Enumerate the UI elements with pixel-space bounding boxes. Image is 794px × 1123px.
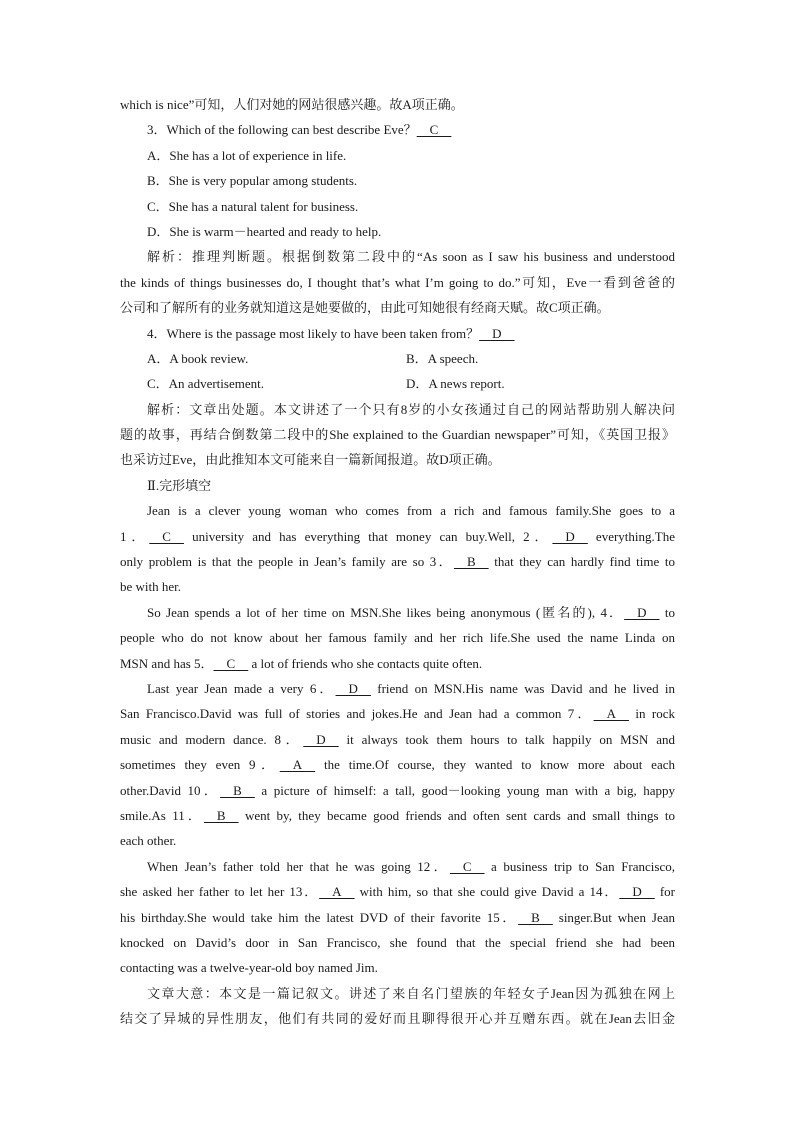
text-line: smile.As 11． B went by, they became good friends and often sent cards and small things to — [120, 807, 675, 823]
answer-blank: B — [203, 807, 239, 823]
text-line: each other. — [120, 833, 177, 849]
answer-blank: D — [303, 731, 339, 747]
text-line: So Jean spends a lot of her time on MSN.She likes being anonymous (匿名的), 4． D to — [147, 604, 675, 620]
text-line: she asked her father to let her 13． A with him, so that she could give David a 14． D for — [120, 884, 675, 900]
option-item: D．A news report. — [406, 376, 505, 392]
text-line: which is nice”可知，人们对她的网站很感兴趣。故A项正确。 — [120, 97, 464, 112]
text-line: 解析：文章出处题。本文讲述了一个只有8岁的小女孩通过自己的网站帮助别人解决问 — [147, 401, 675, 417]
text-line: be with her. — [120, 579, 182, 595]
text-line: Ⅱ.完形填空 — [147, 477, 212, 493]
text-line: 题的故事，再结合倒数第二段中的She explained to the Guardian newspaper”可知，《英国卫报》 — [120, 427, 675, 443]
text-line: contacting was a twelve-year-old boy named Jim. — [120, 960, 378, 976]
text-line: 也采访过Eve，由此推知本文可能来自一篇新闻报道。故D项正确。 — [120, 452, 501, 468]
text-line: only problem is that the people in Jean’s family are so 3． B that they can hardly find time to — [120, 554, 675, 570]
text-line: When Jean’s father told her that he was going 12． C a business trip to San Francisco, — [147, 858, 675, 874]
text-line: D．She is warm－hearted and ready to help. — [147, 223, 382, 239]
text-line: MSN and has 5． C a lot of friends who she contacts quite often. — [120, 655, 483, 671]
text-line: the kinds of things businesses do, I thought that’s what I’m going to do.”可知，Eve一看到爸爸的 — [120, 274, 675, 290]
text-line: 1． C university and has everything that money can buy.Well, 2． D everything.The — [120, 528, 675, 544]
answer-blank: D — [479, 325, 515, 341]
text-line: B．She is very popular among students. — [147, 173, 358, 189]
answer-blank: B — [518, 909, 553, 925]
answer-blank: C — [416, 122, 452, 138]
option-item: A．A book review. — [147, 350, 249, 366]
text-line: knocked on David’s door in San Francisco, she found that the special friend she had been — [120, 934, 675, 950]
text-line: 公司和了解所有的业务就知道这是她要做的，由此可知她很有经商天赋。故C项正确。 — [120, 300, 610, 316]
text-line: 4．Where is the passage most likely to have been taken from？ D — [147, 325, 515, 341]
option-item: C．An advertisement. — [147, 376, 264, 392]
text-line: San Francisco.David was full of stories and jokes.He and Jean had a common 7． A in rock — [120, 706, 675, 722]
document-page — [120, 92, 675, 1031]
text-line: Jean is a clever young woman who comes from a rich and famous family.She goes to a — [147, 503, 675, 519]
answer-blank: D — [335, 680, 371, 696]
text-line: Last year Jean made a very 6． D friend on MSN.His name was David and he lived in — [147, 680, 675, 696]
answer-blank: C — [213, 655, 249, 671]
answer-blank: A — [279, 757, 316, 773]
text-line: sometimes they even 9． A the time.Of course, they wanted to know more about each — [120, 757, 675, 773]
answer-blank: D — [619, 884, 655, 900]
text-line: 3．Which of the following can best describe Eve？ C — [147, 122, 452, 138]
answer-blank: A — [593, 706, 629, 722]
text-line: people who do not know about her famous family and her rich life.She used the name Linda on — [120, 630, 675, 646]
answer-blank: D — [624, 604, 660, 620]
text-line: C．She has a natural talent for business. — [147, 198, 359, 214]
text-line: his birthday.She would take him the latest DVD of their favorite 15． B singer.But when Jean — [120, 909, 675, 925]
answer-blank: A — [319, 884, 355, 900]
answer-blank: C — [149, 528, 184, 544]
answer-blank: B — [453, 554, 489, 570]
text-line: 文章大意：本文是一篇记叙文。讲述了来自名门望族的年轻女子Jean因为孤独在网上 — [147, 985, 675, 1001]
text-line: 结交了异城的异性朋友，他们有共同的爱好而且聊得很开心并互赠东西。就在Jean去旧金 — [120, 1011, 675, 1027]
text-line: A．She has a lot of experience in life. — [147, 147, 347, 163]
option-item: B．A speech. — [406, 350, 479, 366]
text-line: other.David 10． B a picture of himself: a tall, good－looking young man with a big, happy — [120, 782, 675, 798]
options-row — [120, 371, 675, 396]
options-row — [120, 346, 675, 371]
text-line: 解析：推理判断题。根据倒数第二段中的“As soon as I saw his business and understood — [147, 249, 675, 265]
answer-blank: D — [552, 528, 588, 544]
answer-blank: B — [220, 782, 255, 798]
text-line: music and modern dance. 8． D it always took them hours to talk happily on MSN and — [120, 731, 675, 747]
answer-blank: C — [449, 858, 485, 874]
